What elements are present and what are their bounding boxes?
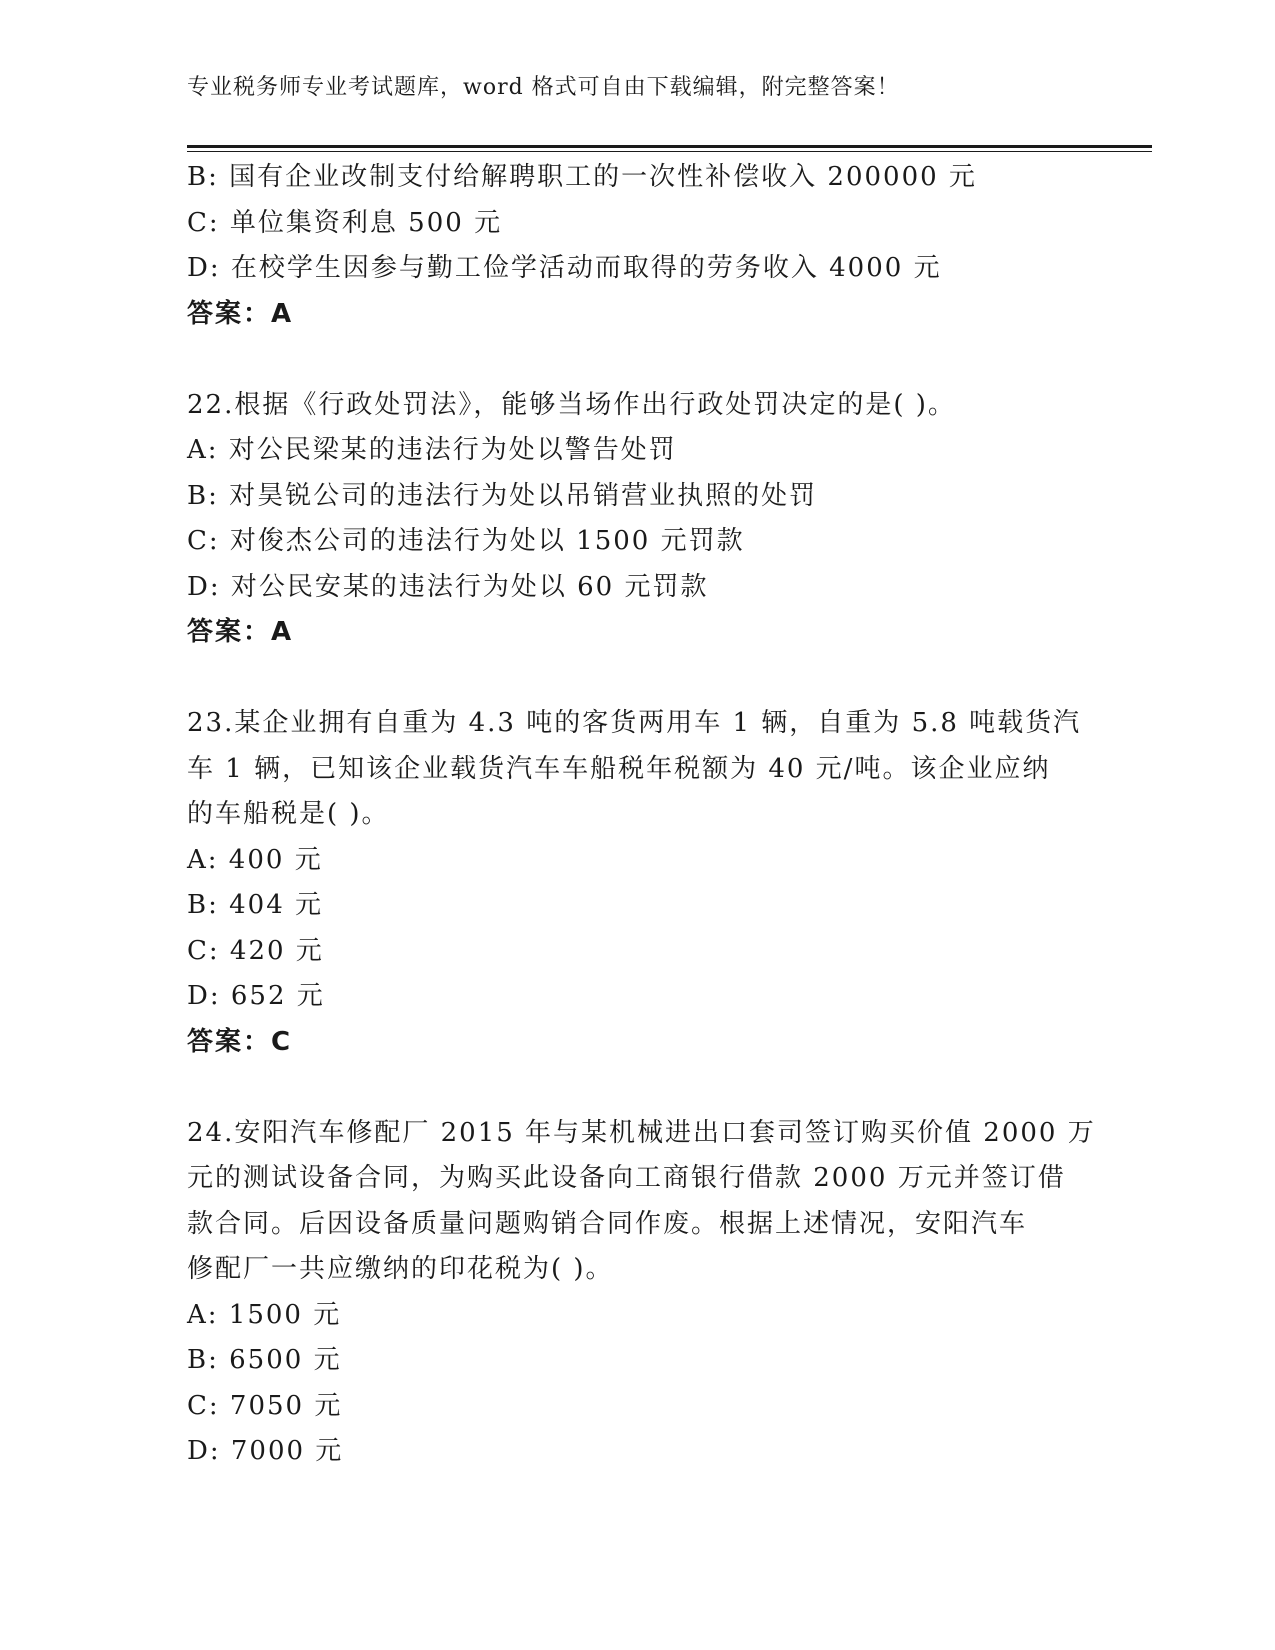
answer-line: 答案：C [187,1026,293,1057]
question-stem-line: 款合同。后因设备质量问题购销合同作废。根据上述情况，安阳汽车 [187,1208,1028,1239]
option-d: D: 在校学生因参与勤工俭学活动而取得的劳务收入 4000 元 [187,253,942,283]
option-c: C: 单位集资利息 500 元 [187,207,503,238]
option-b: B: 对昊锐公司的违法行为处以吊销营业执照的处罚 [187,480,818,511]
question-stem-line: 修配厂一共应缴纳的印花税为( )。 [187,1254,614,1284]
question-stem-line: 23.某企业拥有自重为 4.3 吨的客货两用车 1 辆，自重为 5.8 吨载货汽 [187,708,1082,738]
header-divider-thick [187,145,1152,148]
option-a: A: 400 元 [187,844,323,875]
option-b: B: 404 元 [187,890,324,920]
question-stem-line: 24.安阳汽车修配厂 2015 年与某机械进出口套司签订购买价值 2000 万 [187,1117,1096,1148]
option-c: C: 420 元 [187,935,324,966]
answer-line: 答案：A [187,298,294,329]
answer-line: 答案：A [187,617,294,647]
option-b: B: 国有企业改制支付给解聘职工的一次性补偿收入 200000 元 [187,162,977,192]
option-a: A: 对公民梁某的违法行为处以警告处罚 [187,435,677,465]
question-23 [187,701,1087,1065]
question-stem-line: 的车船税是( )。 [187,799,390,829]
option-b: B: 6500 元 [187,1345,342,1375]
question-24 [187,1111,1096,1475]
option-a: A: 1500 元 [187,1299,342,1330]
question-22 [187,383,1087,656]
question-21 [187,155,1087,337]
option-d: D: 对公民安某的违法行为处以 60 元罚款 [187,571,709,602]
option-c: C: 对俊杰公司的违法行为处以 1500 元罚款 [187,526,745,556]
option-c: C: 7050 元 [187,1390,343,1421]
question-stem-line: 22.根据《行政处罚法》，能够当场作出行政处罚决定的是( )。 [187,389,956,420]
question-stem-line: 元的测试设备合同，为购买此设备向工商银行借款 2000 万元并签订借 [187,1163,1066,1193]
question-list [187,155,1096,1475]
header-divider-thin [187,151,1152,152]
question-stem-line: 车 1 辆，已知该企业载货汽车车船税年税额为 40 元/吨。该企业应纳 [187,753,1051,784]
option-d: D: 7000 元 [187,1436,344,1466]
option-d: D: 652 元 [187,981,325,1011]
page-header: 专业税务师专业考试题库，word 格式可自由下载编辑，附完整答案！ [187,75,900,100]
